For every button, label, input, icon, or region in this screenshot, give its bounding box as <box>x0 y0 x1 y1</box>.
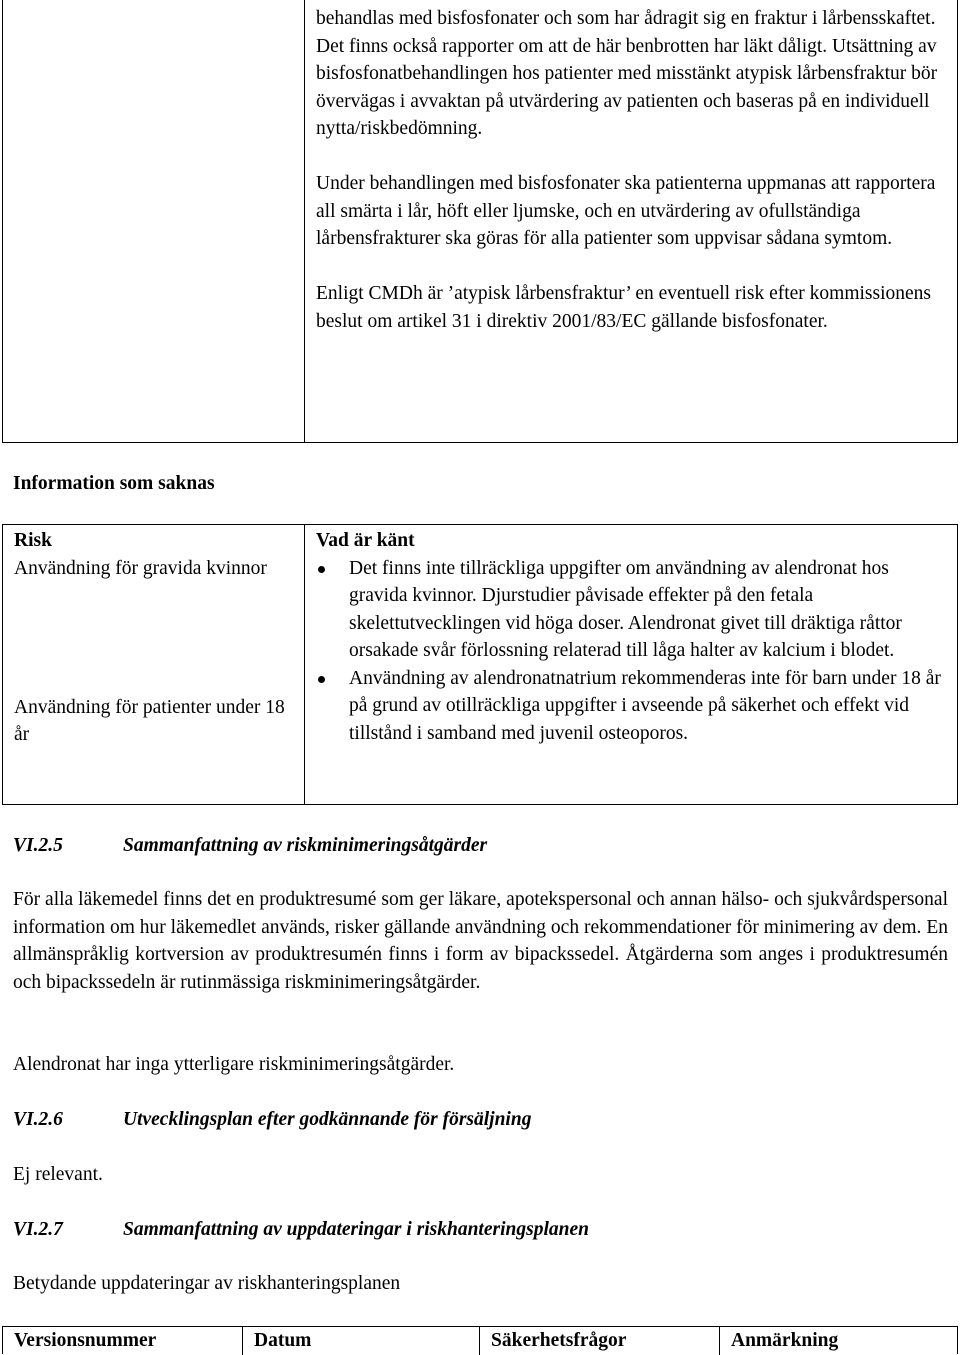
known-list <box>316 555 952 748</box>
column-remark: Anmärkning <box>731 1330 839 1351</box>
section-525-paragraph-1: För alla läkemedel finns det en produktresumé som ger läkare, apotekspersonal och annan hälso- och sjukvårdspersonal information om hur läkemedlet används, risker gällande användning och rekommendationer för minimering av dem. En allmänspråklig kortversion av produktresumén finns i form av bipackssedel. Åtgärderna som anges i produktresumén och bipackssedeln är rutinmässiga riskminimeringsåtgärder. <box>13 889 948 993</box>
missing-info-heading: Information som saknas <box>13 473 215 494</box>
top-table-content <box>316 5 952 335</box>
top-paragraph-1: behandlas med bisfosfonater och som har ådragit sig en fraktur i lårbensskaftet. Det finns också rapporter om att de här benbrotten har läkt dåligt. Utsättning av bisfosfonatbehandlingen hos patienter med misstänkt atypisk lårbensfraktur bör övervägas i avvaktan på utvärdering av patienten och baseras på en individuell nytta/riskbedömning. <box>316 8 938 139</box>
missing-info-divider <box>304 525 305 804</box>
risk-pregnant: Användning för gravida kvinnor <box>14 557 267 579</box>
bullet-icon <box>318 566 325 573</box>
section-526-body: Ej relevant. <box>13 1164 103 1185</box>
section-525-number: VI.2.5 <box>13 835 63 856</box>
known-bullet-1: Det finns inte tillräckliga uppgifter om användning av alendronat hos gravida kvinnor. Djurstudier påvisade effekter på den fetala skelettutvecklingen vid höga doser. Alendronat givet till dräktiga råttor orsakade svår förlossning relaterad till låga halter av kalcium i blodet. <box>349 557 902 661</box>
known-bullet-2: Användning av alendronatnatrium rekommenderas inte för barn under 18 år på grund av otillräckliga uppgifter i avseende på säkerhet och effekt vid tillstånd i samband med juvenil osteoporos. <box>349 667 941 744</box>
column-version: Versionsnummer <box>3 1327 243 1355</box>
section-525-title: Sammanfattning av riskminimeringsåtgärder <box>123 835 488 856</box>
list-item <box>316 555 952 665</box>
top-table-divider <box>304 0 305 442</box>
table-row <box>3 1327 957 1355</box>
column-date: Datum <box>243 1327 480 1355</box>
section-527-subheading: Betydande uppdateringar av riskhanteringsplanen <box>13 1273 401 1294</box>
top-paragraph-2: Under behandlingen med bisfosfonater ska patienterna uppmanas att rapportera all smärta i lår, höft eller ljumske, och en utvärdering av ofullständiga lårbensfrakturer ska göras för alla patienter som uppvisar sådana symtom. <box>316 173 936 249</box>
section-525-paragraph-2: Alendronat har inga ytterligare riskminimeringsåtgärder. <box>13 1054 455 1075</box>
risk-column <box>14 527 294 749</box>
known-column <box>316 527 952 747</box>
list-item <box>316 665 952 748</box>
section-527-number: VI.2.7 <box>13 1219 63 1240</box>
column-safety: Säkerhetsfrågor <box>480 1327 720 1355</box>
updates-table-header <box>2 1326 958 1354</box>
section-526-title: Utvecklingsplan efter godkännande för försäljning <box>123 1109 532 1130</box>
known-header: Vad är känt <box>316 530 415 551</box>
section-526-number: VI.2.6 <box>13 1109 63 1130</box>
section-527-title: Sammanfattning av uppdateringar i riskhanteringsplanen <box>123 1219 589 1240</box>
risk-under-18: Användning för patienter under 18 år <box>14 696 285 745</box>
top-paragraph-3: Enligt CMDh är ’atypisk lårbensfraktur’ en eventuell risk efter kommissionens beslut om artikel 31 i direktiv 2001/83/EC gällande bisfosfonater. <box>316 283 932 332</box>
bullet-icon <box>318 676 325 683</box>
missing-info-table <box>2 524 958 805</box>
risk-header: Risk <box>14 530 52 551</box>
top-table <box>2 0 958 443</box>
